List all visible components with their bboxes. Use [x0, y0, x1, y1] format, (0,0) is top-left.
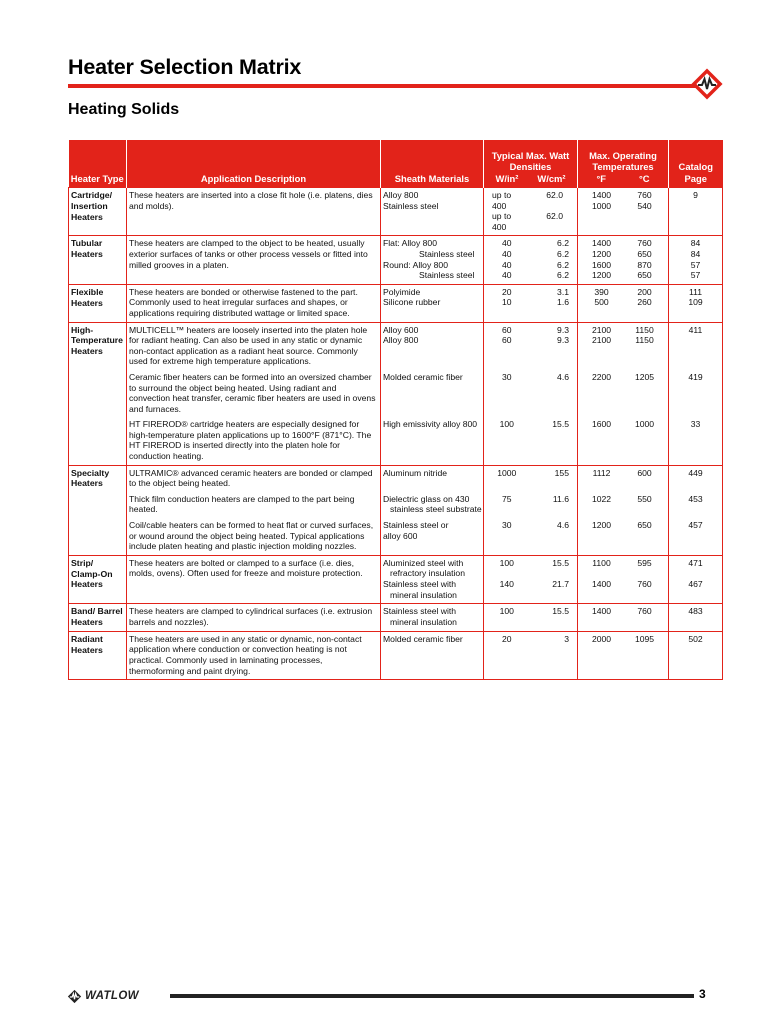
watt-cm-value: 15.5	[552, 419, 569, 430]
catalog-page-value: 411	[688, 324, 703, 335]
watt-cm-value: 1.6	[557, 297, 569, 308]
watt-in-value: 40	[501, 270, 512, 281]
catalog-page-value: 57	[690, 270, 701, 281]
sheath-material-line: Alloy 800	[383, 335, 419, 346]
catalog-page-value: 109	[688, 297, 703, 308]
heater-type-cell: Radiant Heaters	[69, 631, 127, 679]
header-temp-f: °F	[596, 172, 606, 184]
title-rule	[68, 84, 710, 88]
header-catalog-page	[669, 140, 723, 188]
footer-rule	[170, 994, 694, 998]
table-row	[69, 518, 723, 555]
catalog-page-value: 457	[688, 520, 703, 531]
catalog-page-cell	[669, 518, 723, 555]
heater-type-cell: High- Temperature Heaters	[69, 322, 127, 465]
watt-cm-value: 62.0	[546, 190, 563, 200]
watt-density-pair	[486, 260, 575, 271]
watt-density-pair	[486, 238, 575, 249]
watt-density-pair	[486, 335, 575, 346]
sheath-material-line: alloy 600	[383, 530, 418, 541]
watt-density-pair	[486, 634, 575, 645]
table-row	[69, 492, 723, 518]
temp-f-value: 2000	[591, 633, 612, 644]
sheath-material-line: Dielectric glass on 430	[383, 493, 470, 504]
watt-density-pair	[486, 372, 575, 383]
catalog-page-cell	[669, 236, 723, 284]
watt-in-value: 30	[501, 520, 512, 531]
catalog-page-cell	[669, 284, 723, 322]
watt-cm-value: 155	[554, 467, 569, 478]
watt-in-value: 20	[501, 286, 512, 297]
heater-type-cell: Tubular Heaters	[69, 236, 127, 284]
sheath-material-line: Flat: Alloy 800	[383, 238, 437, 249]
temp-f-value: 1400	[591, 606, 612, 617]
watt-in-value: 140	[499, 579, 514, 589]
watt-density-pair	[486, 419, 575, 430]
header-heater-type-label: Heater Type	[70, 172, 124, 184]
sheath-material-line: Molded ceramic fiber	[383, 633, 463, 644]
sheath-material-line: Stainless steel with	[383, 606, 457, 617]
watlow-logo-icon	[690, 67, 724, 101]
temp-f-value: 1400	[591, 579, 612, 589]
watt-cm-value: 15.5	[552, 557, 569, 568]
application-description-cell: Coil/cable heaters can be formed to heat flat or curved surfaces, or wound around the object being heated. Typical applications include platen heating and plastic injection molding nozzles.	[127, 518, 381, 555]
sheath-material-line: Stainless steel	[383, 200, 439, 211]
catalog-page-cell	[669, 555, 723, 603]
temperature-pair	[580, 287, 666, 298]
operating-temperature-cell	[578, 417, 669, 465]
catalog-page-cell	[669, 417, 723, 465]
temperature-pair	[580, 297, 666, 308]
watt-cm-value: 6.2	[557, 248, 569, 259]
temperature-pair	[580, 419, 666, 430]
watt-in-value: 100	[499, 557, 514, 568]
catalog-page-value: 84	[690, 238, 701, 249]
temp-f-value: 1000	[591, 200, 612, 211]
table-row	[69, 604, 723, 632]
page-number: 3	[699, 987, 706, 1001]
temperature-pair	[580, 238, 666, 249]
operating-temperature-cell	[578, 465, 669, 492]
temp-c-value: 650	[637, 248, 652, 259]
sheath-material-line: mineral insulation	[390, 589, 457, 600]
temp-f-value: 2100	[591, 335, 612, 346]
footer-logo-text: WATLOW	[85, 990, 139, 1002]
catalog-page-cell	[669, 465, 723, 492]
temp-f-value: 1200	[591, 270, 612, 281]
temp-c-value: 600	[637, 467, 652, 478]
temp-f-value: 1400	[591, 190, 612, 200]
heater-type-cell: Band/ Barrel Heaters	[69, 604, 127, 632]
table-row	[69, 188, 723, 236]
application-description-cell: These heaters are bonded or otherwise fastened to the part. Commonly used to heat irregular surfaces and shapes, or applications requiring distributed wattage or limited space.	[127, 284, 381, 322]
watt-density-cell	[484, 631, 578, 679]
temp-c-value: 650	[637, 520, 652, 531]
temperature-pair	[580, 520, 666, 531]
table-row	[69, 631, 723, 679]
header-watt-units	[486, 173, 575, 185]
watt-cm-value: 21.7	[552, 579, 569, 589]
heater-type-cell: Specialty Heaters	[69, 465, 127, 555]
table-row	[69, 465, 723, 492]
catalog-page-value: 57	[690, 259, 701, 270]
temperature-pair	[580, 325, 666, 336]
watt-density-cell	[484, 284, 578, 322]
watt-in-value: 40	[501, 248, 512, 259]
watt-density-cell	[484, 604, 578, 632]
application-description-cell: These heaters are inserted into a close fit hole (i.e. platens, dies and molds).	[127, 188, 381, 236]
temperature-pair	[580, 260, 666, 271]
application-description-cell: Ceramic fiber heaters can be formed into an oversized chamber to surround the object being heated. Using radiant and convection heat transfer, ceramic fiber heaters are used in ovens and furnaces.	[127, 370, 381, 417]
sheath-materials-cell	[381, 465, 484, 492]
watt-cm-value: 6.2	[557, 259, 569, 270]
temp-c-value: 595	[637, 557, 652, 568]
table-row	[69, 236, 723, 284]
watt-cm-value: 4.6	[557, 371, 569, 382]
temperature-pair	[580, 335, 666, 346]
heater-type-cell: Strip/ Clamp-On Heaters	[69, 555, 127, 603]
sheath-material-line: High emissivity alloy 800	[383, 419, 478, 430]
watt-cm-value: 9.3	[557, 324, 569, 335]
catalog-page-value: 33	[690, 419, 701, 430]
temp-f-value: 1022	[591, 493, 612, 504]
temp-c-value: 760	[637, 606, 652, 617]
watt-density-cell	[484, 555, 578, 603]
temp-f-value: 2200	[591, 371, 612, 382]
temp-f-value: 2100	[591, 324, 612, 335]
sheath-material-line: Stainless steel	[419, 270, 475, 281]
temp-c-value: 540	[637, 200, 652, 211]
catalog-page-value: 483	[688, 606, 703, 617]
watt-density-pair	[486, 520, 575, 531]
header-catalog-page-label: Catalog Page	[678, 161, 713, 184]
table-body	[69, 188, 723, 680]
temperature-pair	[580, 190, 666, 201]
table-row	[69, 555, 723, 603]
temp-f-value: 1600	[591, 419, 612, 430]
table-header-row	[69, 140, 723, 188]
watt-density-cell	[484, 236, 578, 284]
temp-f-value: 390	[594, 286, 609, 297]
temperature-pair	[580, 558, 666, 569]
watt-cm-value: 3.1	[557, 286, 569, 297]
application-description-cell: These heaters are used in any static or dynamic, non-contact application where conduction or convection heating is not practical. Commonly used in laminating processes, thermoforming and paint drying.	[127, 631, 381, 679]
watt-density-pair	[486, 468, 575, 479]
watt-in-value: 20	[501, 633, 512, 644]
temp-c-value: 760	[637, 579, 652, 589]
temperature-pair	[580, 270, 666, 281]
watt-in-value: 75	[501, 493, 512, 504]
catalog-page-cell	[669, 322, 723, 370]
operating-temperature-cell	[578, 370, 669, 417]
page-title: Heater Selection Matrix	[68, 55, 302, 79]
table-row	[69, 322, 723, 370]
watt-density-pair	[486, 494, 575, 505]
watt-in-value: 1000	[497, 467, 517, 478]
watt-cm-value: 6.2	[557, 270, 569, 281]
sheath-material-line: Aluminum nitride	[383, 467, 447, 478]
catalog-page-value: 449	[688, 467, 703, 478]
watt-cm-value: 9.3	[557, 335, 569, 346]
temp-c-value: 1150	[635, 335, 654, 346]
temp-c-value: 260	[637, 297, 652, 308]
watt-density-pair	[486, 287, 575, 298]
header-operating-temperatures	[578, 140, 669, 188]
temp-c-value: 1205	[634, 371, 655, 382]
temp-f-value: 1400	[591, 238, 612, 249]
watt-in-value: 60	[501, 335, 512, 346]
watt-density-cell	[484, 518, 578, 555]
temp-c-value: 1000	[634, 419, 655, 430]
temp-c-value: 650	[637, 270, 652, 281]
header-sheath-materials	[381, 140, 484, 188]
watt-cm-value: 15.5	[552, 606, 569, 617]
watt-in-value: 100	[499, 606, 514, 617]
temperature-pair	[580, 468, 666, 479]
watt-in-value: 30	[501, 371, 512, 382]
catalog-page-cell	[669, 604, 723, 632]
header-temp-units	[580, 173, 666, 185]
catalog-page-value: 467	[688, 579, 703, 589]
watt-cm-value: 11.6	[552, 493, 569, 504]
sheath-material-line: stainless steel substrate	[390, 504, 482, 515]
sheath-material-line: Stainless steel	[419, 248, 475, 259]
header-watt-cm: W/cm²	[537, 172, 566, 184]
watt-density-pair	[486, 606, 575, 617]
sheath-materials-cell	[381, 604, 484, 632]
watt-cm-value: 62.0	[546, 211, 563, 222]
application-description-cell: These heaters are bolted or clamped to a surface (i.e. dies, molds, ovens). Often used for freeze and moisture protection.	[127, 555, 381, 603]
temp-c-value: 760	[637, 238, 652, 249]
temp-f-value: 1600	[591, 259, 612, 270]
table-row	[69, 370, 723, 417]
temp-c-value: 1150	[635, 324, 654, 335]
header-operating-temperatures-label: Max. Operating Temperatures	[589, 149, 657, 172]
footer-logo	[67, 988, 139, 1004]
catalog-page-value: 419	[688, 371, 703, 382]
watt-density-pair	[486, 270, 575, 281]
watt-density-cell	[484, 492, 578, 518]
catalog-page-cell	[669, 492, 723, 518]
sheath-material-line: mineral insulation	[390, 616, 457, 627]
operating-temperature-cell	[578, 604, 669, 632]
watt-cm-value: 4.6	[557, 520, 569, 531]
watt-density-pair	[486, 579, 575, 590]
application-description-cell: These heaters are clamped to the object to be heated, usually exterior surfaces of tanks or other process vessels or fitted into milled grooves in a platen.	[127, 236, 381, 284]
watt-density-cell	[484, 417, 578, 465]
section-title: Heating Solids	[68, 101, 180, 118]
catalog-page-cell	[669, 370, 723, 417]
temperature-pair	[580, 372, 666, 383]
watt-cm-value: 3	[564, 633, 569, 644]
sheath-material-line: Round: Alloy 800	[383, 259, 448, 270]
temperature-pair	[580, 249, 666, 260]
temp-f-value: 500	[594, 297, 609, 308]
watt-density-cell	[484, 188, 578, 236]
watt-density-cell	[484, 322, 578, 370]
application-description-cell: HT FIREROD® cartridge heaters are especially designed for high-temperature platen applications up to 1600°F (871°C). The HT FIREROD is inserted directly into the platen hole for conduction heating.	[127, 417, 381, 465]
operating-temperature-cell	[578, 492, 669, 518]
temperature-pair	[580, 579, 666, 590]
temp-c-value: 760	[637, 190, 652, 200]
sheath-material-line: Stainless steel with	[383, 579, 457, 589]
watt-density-pair	[486, 249, 575, 260]
temp-c-value: 870	[637, 259, 652, 270]
operating-temperature-cell	[578, 631, 669, 679]
temperature-pair	[580, 634, 666, 645]
sheath-materials-cell	[381, 631, 484, 679]
sheath-materials-cell	[381, 492, 484, 518]
header-temp-c: °C	[638, 172, 650, 184]
watt-density-cell	[484, 465, 578, 492]
sheath-materials-cell	[381, 188, 484, 236]
application-description-cell: ULTRAMIC® advanced ceramic heaters are bonded or clamped to the object being heated.	[127, 465, 381, 492]
temperature-pair	[580, 606, 666, 617]
table-row	[69, 417, 723, 465]
sheath-material-line: Silicone rubber	[383, 297, 441, 308]
watt-cm-value: 6.2	[557, 238, 569, 249]
sheath-material-line: Aluminized steel with	[383, 557, 464, 568]
operating-temperature-cell	[578, 518, 669, 555]
catalog-page-value: 9	[693, 190, 698, 200]
operating-temperature-cell	[578, 188, 669, 236]
temp-f-value: 1200	[591, 520, 612, 531]
watt-density-pair	[486, 325, 575, 336]
sheath-material-line: refractory insulation	[390, 568, 465, 579]
sheath-materials-cell	[381, 284, 484, 322]
operating-temperature-cell	[578, 284, 669, 322]
heater-type-cell: Cartridge/ Insertion Heaters	[69, 188, 127, 236]
application-description-cell: Thick film conduction heaters are clamped to the part being heated.	[127, 492, 381, 518]
header-watt-densities	[484, 140, 578, 188]
operating-temperature-cell	[578, 236, 669, 284]
sheath-material-line: Alloy 600	[383, 324, 419, 335]
sheath-material-line: Polyimide	[383, 286, 421, 297]
temp-f-value: 1112	[592, 467, 611, 478]
catalog-page-value: 84	[690, 248, 701, 259]
application-description-cell: MULTICELL™ heaters are loosely inserted into the platen hole for radiant heating. Can also be used in any static or dynamic non-contact application as a radiant heat source. Commonly used for extreme high temperature applications.	[127, 322, 381, 370]
operating-temperature-cell	[578, 322, 669, 370]
watt-in-value: up to 400	[492, 211, 512, 232]
watt-in-value: 60	[501, 324, 512, 335]
watt-density-pair	[486, 211, 575, 232]
watt-in-value: 40	[501, 259, 512, 270]
temp-f-value: 1100	[592, 557, 611, 568]
temp-f-value: 1200	[591, 248, 612, 259]
watt-density-cell	[484, 370, 578, 417]
header-watt-in: W/in²	[495, 172, 519, 184]
table-row	[69, 284, 723, 322]
watt-density-pair	[486, 190, 575, 211]
catalog-page-value: 453	[688, 493, 703, 504]
sheath-material-line: Molded ceramic fiber	[383, 371, 463, 382]
application-description-cell: These heaters are clamped to cylindrical surfaces (i.e. extrusion barrels and nozzles).	[127, 604, 381, 632]
sheath-materials-cell	[381, 370, 484, 417]
sheath-materials-cell	[381, 417, 484, 465]
temperature-pair	[580, 494, 666, 505]
watt-density-pair	[486, 297, 575, 308]
sheath-materials-cell	[381, 555, 484, 603]
header-watt-densities-label: Typical Max. Watt Densities	[491, 149, 570, 172]
header-application-description-label: Application Description	[200, 172, 307, 184]
watt-in-value: 10	[501, 297, 512, 308]
header-sheath-materials-label: Sheath Materials	[394, 172, 470, 184]
catalog-page-value: 111	[688, 286, 703, 297]
temp-c-value: 550	[637, 493, 652, 504]
header-application-description	[127, 140, 381, 188]
temperature-pair	[580, 201, 666, 212]
sheath-material-line: Stainless steel or	[383, 520, 449, 531]
watt-in-value: 40	[501, 238, 512, 249]
heater-type-cell: Flexible Heaters	[69, 284, 127, 322]
catalog-page-value: 471	[688, 557, 703, 568]
sheath-material-line: Alloy 800	[383, 190, 419, 200]
operating-temperature-cell	[578, 555, 669, 603]
watt-in-value: up to 400	[492, 190, 512, 211]
catalog-page-cell	[669, 188, 723, 236]
watt-in-value: 100	[499, 419, 514, 430]
catalog-page-cell	[669, 631, 723, 679]
sheath-materials-cell	[381, 518, 484, 555]
temp-c-value: 1095	[634, 633, 655, 644]
watt-density-pair	[486, 558, 575, 569]
sheath-materials-cell	[381, 322, 484, 370]
catalog-page-value: 502	[688, 633, 703, 644]
temp-c-value: 200	[637, 286, 652, 297]
header-heater-type	[69, 140, 127, 188]
watlow-logo-icon	[67, 989, 82, 1004]
heater-selection-table	[68, 140, 723, 680]
sheath-materials-cell	[381, 236, 484, 284]
